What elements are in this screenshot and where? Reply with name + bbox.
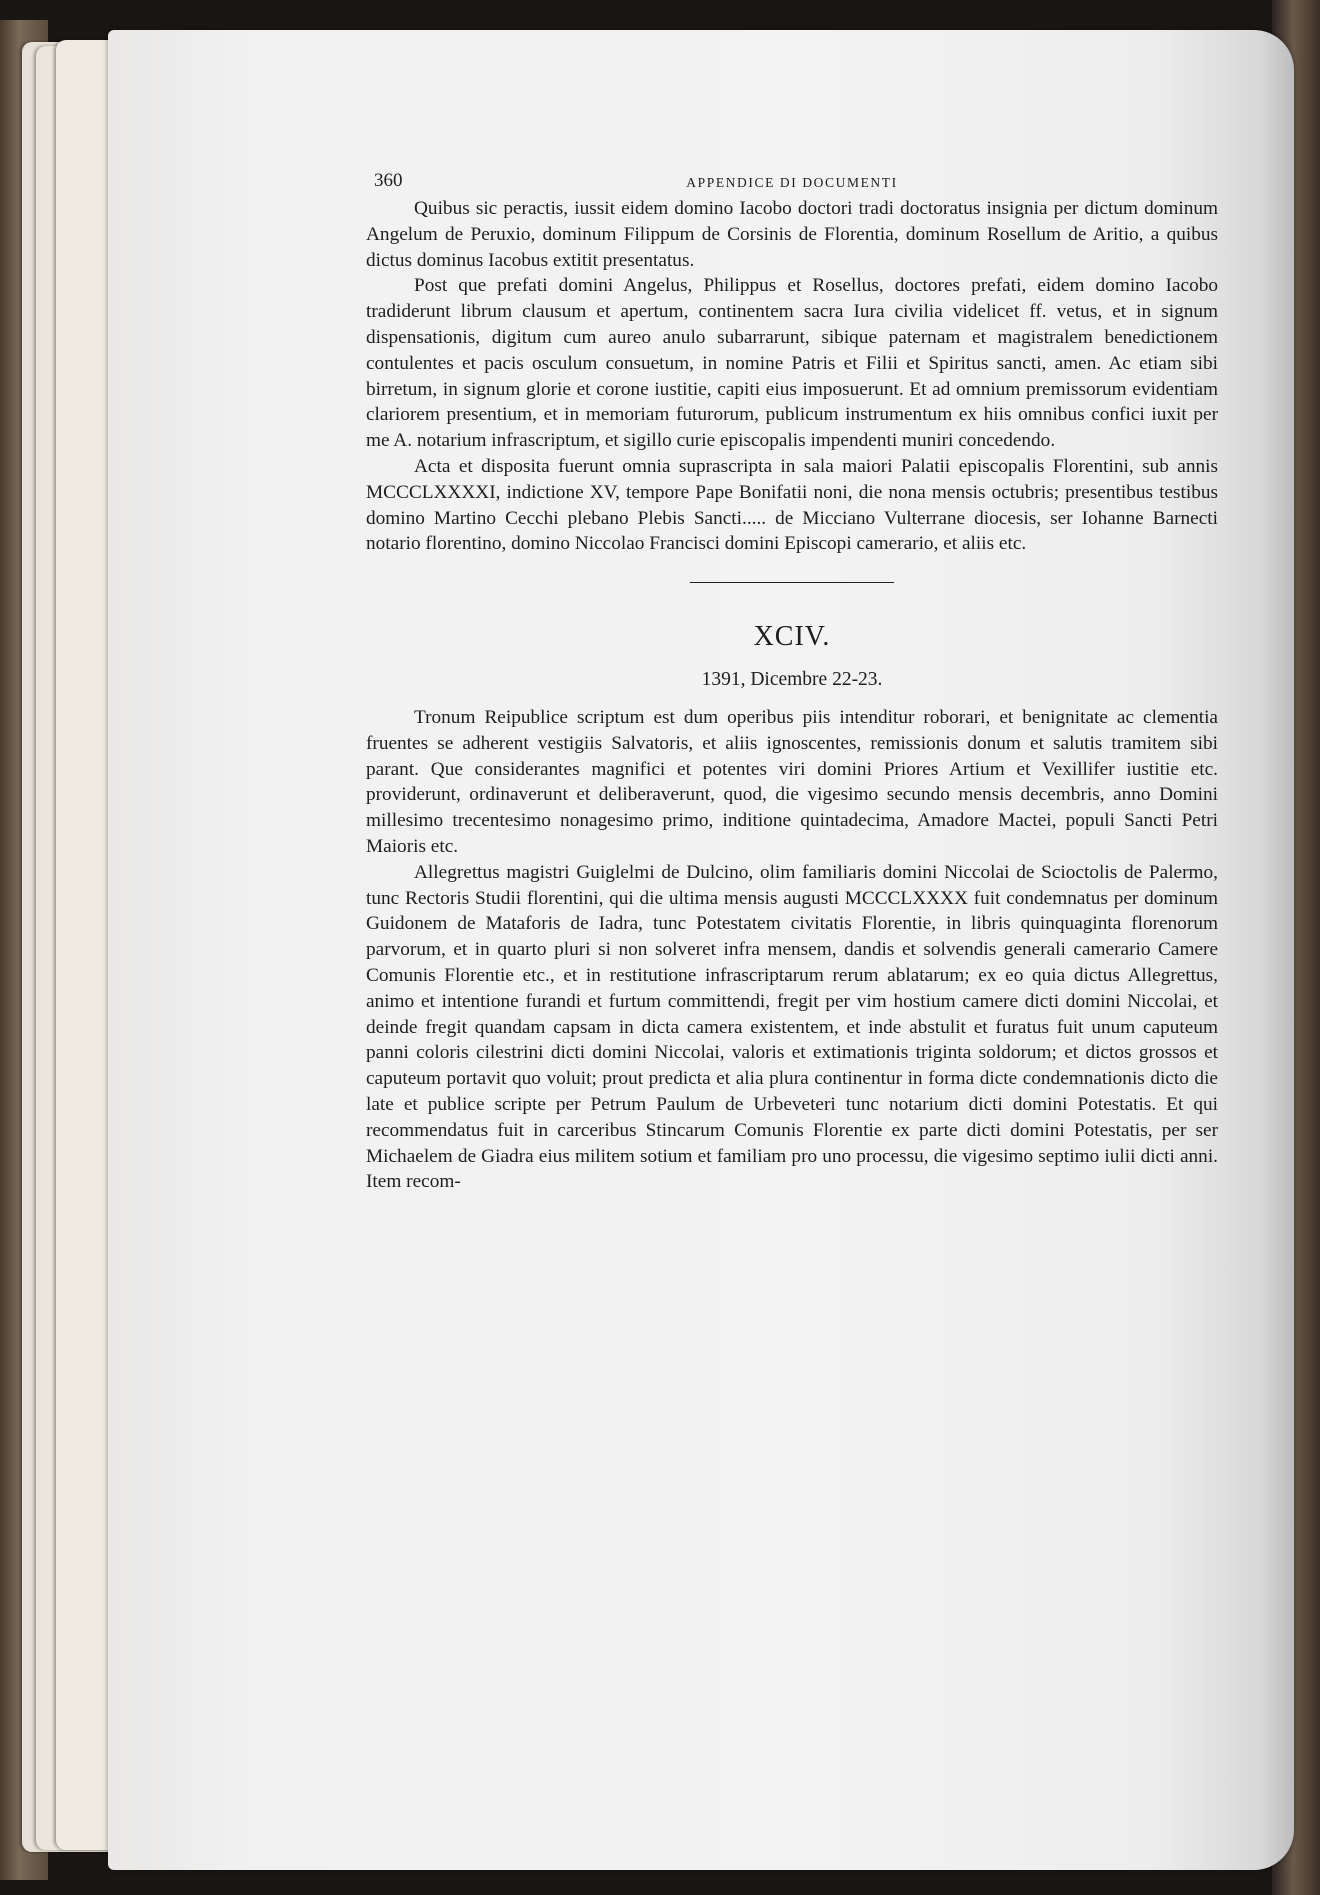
- document-number: XCIV.: [753, 621, 831, 653]
- section-divider: [690, 582, 894, 583]
- paragraph: Allegrettus magistri Guiglelmi de Dulcino, olim familiaris domini Niccolai de Scioctolis de Palermo, tunc Rectoris Studii florentini, qui die ultima mensis augusti MCCCLXXXX fuit condemnatus per dominum Guidonem de Mataforis de Iadra, tunc Potestatem civitatis Florentie, in libris quinquaginta florenorum parvorum, et in quarto pluri si non solveret infra mensem, dandis et solvendis generali camerario Camere Comunis Florentie etc., et in restitutione infrascriptarum rerum ablatarum; ex eo quia dictus Allegrettus, animo et intentione furandi et furtum committendi, fregit per vim hostium camere dicti domini Niccolai, et deinde fregit quandam capsam in dicta camera existentem, et inde abstulit et furatus fuit unum caputeum panni coloris cilestrini dicti domini Niccolai, valoris et extimationis triginta soldorum; et dictos grossos et caputeum portavit quo voluit; prout predicta et alia plura continentur in forma dicte condemnationis dicto die late et publice scripte per Petrum Paulum de Urbeveteri tunc notarium dicti domini Potestatis. Et qui recommendatus fuit in carceribus Stincarum Comunis Florentie ex parte dicti domini Potestatis, per ser Michaelem de Giadra eius militem sotium et familiam pro uno processu, die vigesimo septimo iulii dicti anni. Item recom-: [366, 861, 1218, 1193]
- running-header: [366, 166, 1218, 194]
- page-content: [366, 166, 1218, 1195]
- paragraph: Tronum Reipublice scriptum est dum operibus piis intenditur roborari, et benignitate ac clementia fruentes se adherent vestigiis Salvatoris, et aliis ignoscentes, remissionis donum et salutis tramitem sibi parant. Que considerantes magnifici et potentes viri domini Priores Artium et Vexillifer iustitie etc. providerunt, ordinaverunt et deliberaverunt, quod, die vigesimo secundo mensis decembris, anno Domini millesimo trecentesimo nonagesimo primo, inditione quintadecima, Amadore Mactei, populi Sancti Petri Maioris etc.: [366, 706, 1218, 857]
- running-title: APPENDICE DI DOCUMENTI: [686, 175, 898, 190]
- document-date: 1391, Dicembre 22-23.: [701, 669, 883, 691]
- paragraph: Quibus sic peractis, iussit eidem domino Iacobo doctori tradi doctoratus insignia per dictum dominum Angelum de Peruxio, dominum Filippum de Corsinis de Florentia, dominum Rosellum de Aritio, a quibus dictus dominus Iacobus extitit presentatus.: [366, 198, 1218, 271]
- paragraph: Acta et disposita fuerunt omnia suprascripta in sala maiori Palatii episcopalis Florentini, sub annis MCCCLXXXXI, indictione XV, tempore Pape Bonifatii noni, die nona mensis octubris; presentibus testibus domino Martino Cecchi plebano Plebis Sancti..... de Micciano Vulterrane diocesis, ser Iohanne Barnecti notario florentino, domino Niccolao Francisci domini Episcopi camerario, et aliis etc.: [366, 455, 1218, 555]
- paragraph: Post que prefati domini Angelus, Philippus et Rosellus, doctores prefati, eidem domino Iacobo tradiderunt librum clausum et apertum, continentem sacra Iura civilia videlicet ff. vetus, et in signum dispensationis, digitum cum aureo anulo subarrarunt, sibique paternam et magistralem benedictionem contulentes et pacis osculum consuetum, in nomine Patris et Filii et Spiritus sancti, amen. Ac etiam sibi birretum, in signum glorie et corone iustitie, capiti eius imposuerunt. Et ad omnium premissorum evidentiam clariorem presentium, et in memoriam futurorum, publicum instrumentum ex hiis omnibus confici iuxit per me A. notarium infrascriptum, et sigillo curie episcopalis impendenti muniri concedendo.: [366, 275, 1218, 452]
- page-number: 360: [374, 170, 403, 191]
